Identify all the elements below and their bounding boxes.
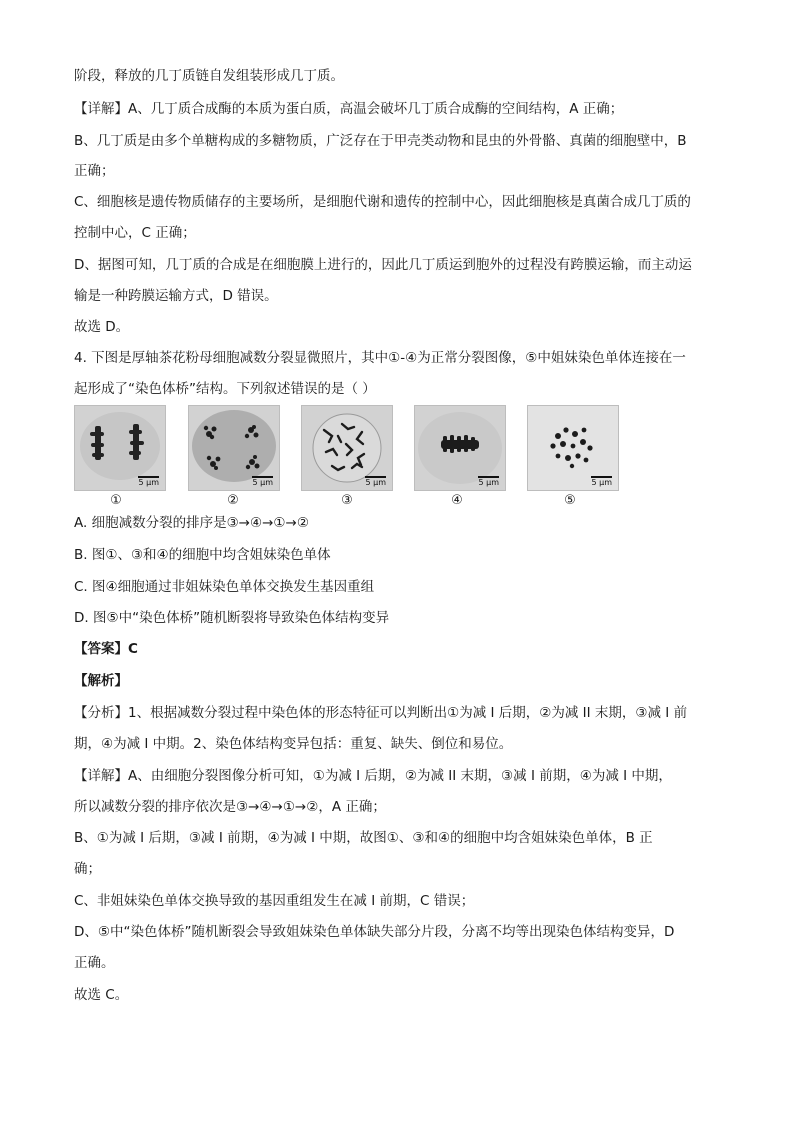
text-line: C、细胞核是遗传物质储存的主要场所，是细胞代谢和遗传的控制中心，因此细胞核是真菌合成几丁质的 [74,194,691,210]
analysis-line: 所以减数分裂的排序依次是③→④→①→②，A 正确； [74,799,386,815]
option-c: C. 图④细胞通过非姐妹染色单体交换发生基因重组 [74,579,375,595]
figure-caption: ④ [451,493,463,508]
scale-bar: 5 μm [591,478,612,487]
answer-label: 【答案】C [74,641,138,657]
question-stem: 4. 下图是厚轴茶花粉母细胞减数分裂显微照片，其中①-④为正常分裂图像，⑤中姐妹染色单体连接在一 [74,350,686,366]
text-line: D、据图可知，几丁质的合成是在细胞膜上进行的，因此几丁质运到胞外的过程没有跨膜运输，而主动运 [74,257,692,273]
micrograph-3 [301,405,393,491]
figure-caption: ① [110,493,122,508]
scale-bar: 5 μm [365,478,386,487]
analysis-heading: 【解析】 [74,673,128,689]
micrograph-5 [527,405,619,491]
option-b: B. 图①、③和④的细胞中均含姐妹染色单体 [74,547,331,563]
analysis-line: 正确。 [74,955,115,971]
micrograph-1 [74,405,166,491]
figure-caption: ③ [341,493,353,508]
analysis-line: D、⑤中“染色体桥”随机断裂会导致姐妹染色单体缺失部分片段，分离不均等出现染色体结构变异，D [74,924,675,940]
figure-caption: ② [227,493,239,508]
analysis-line: 【分析】1、根据减数分裂过程中染色体的形态特征可以判断出①为减 I 后期，②为减 II 末期，③减 I 前 [74,705,688,721]
analysis-line: 期，④为减 I 中期。2、染色体结构变异包括：重复、缺失、倒位和易位。 [74,736,513,752]
analysis-line: C、非姐妹染色单体交换导致的基因重组发生在减 I 前期，C 错误； [74,893,475,909]
text-line: 故选 D。 [74,319,130,335]
text-line: 阶段，释放的几丁质链自发组装形成几丁质。 [74,68,344,84]
micrograph-2 [188,405,280,491]
analysis-line: 确； [74,861,101,877]
analysis-line: 【详解】A、由细胞分裂图像分析可知，①为减 I 后期，②为减 II 末期，③减 I 前期，④为减 I 中期， [74,768,672,784]
text-line: 正确； [74,163,115,179]
figure-caption: ⑤ [564,493,576,508]
question-stem: 起形成了“染色体桥”结构。下列叙述错误的是（ ） [74,381,376,397]
scale-bar: 5 μm [252,478,273,487]
text-line: 控制中心，C 正确； [74,225,196,241]
text-line: B、几丁质是由多个单糖构成的多糖物质，广泛存在于甲壳类动物和昆虫的外骨骼、真菌的细胞壁中，B [74,133,687,149]
analysis-line: 故选 C。 [74,987,129,1003]
text-line: 输是一种跨膜运输方式，D 错误。 [74,288,278,304]
option-a: A. 细胞减数分裂的排序是③→④→①→② [74,515,309,531]
scale-bar: 5 μm [478,478,499,487]
scale-bar: 5 μm [138,478,159,487]
text-line: 【详解】A、几丁质合成酶的本质为蛋白质，高温会破坏几丁质合成酶的空间结构，A 正确； [74,101,624,117]
option-d: D. 图⑤中“染色体桥”随机断裂将导致染色体结构变异 [74,610,390,626]
micrograph-4 [414,405,506,491]
analysis-line: B、①为减 I 后期，③减 I 前期，④为减 I 中期，故图①、③和④的细胞中均含姐妹染色单体，B 正 [74,830,653,846]
